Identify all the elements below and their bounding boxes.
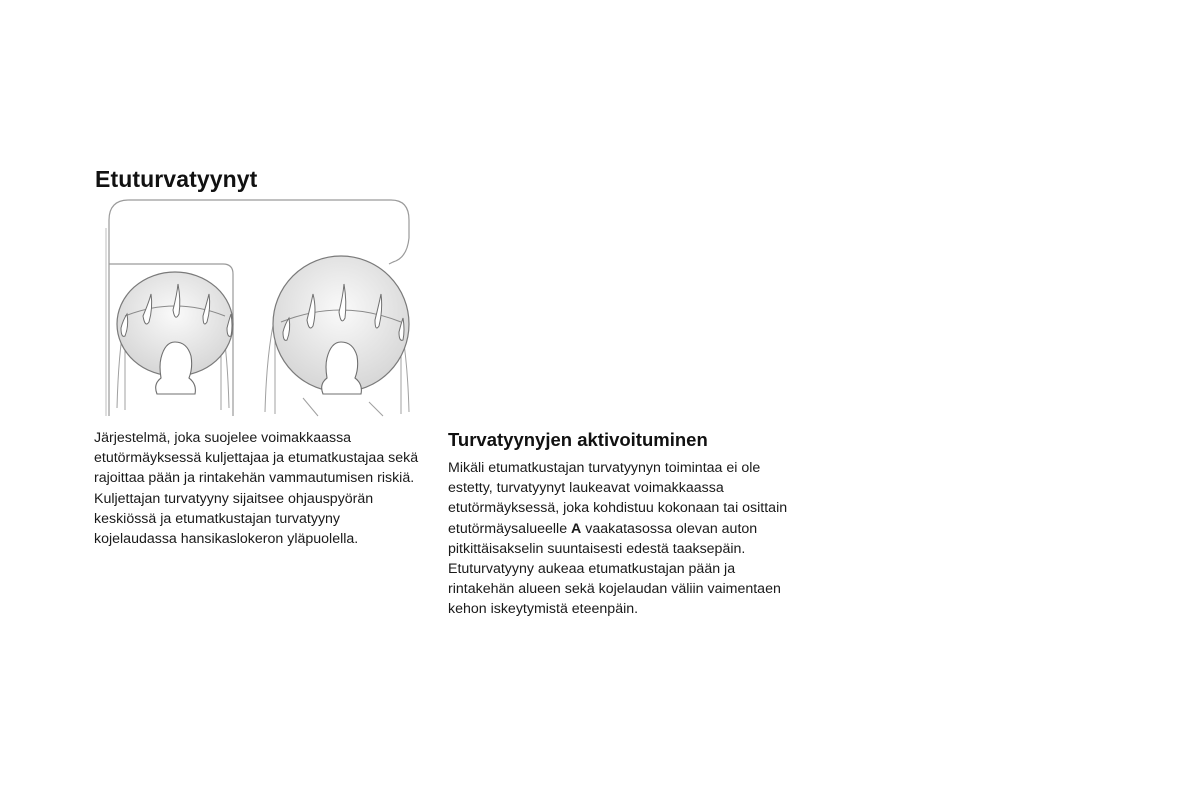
location-paragraph: Kuljettajan turvatyyny sijaitsee ohjauspyörän keskiössä ja etumatkustajan turvatyyny kojelaudassa hansikaslokeron yläpuolella. xyxy=(94,490,374,548)
page-title: Etuturvatyynyt xyxy=(95,166,258,192)
deployment-paragraph: Etuturvatyyny aukeaa etumatkustajan pään ja rintakehän alueen sekä kojelaudan väliin vaimentaen kehon iskeytymistä eteenpäin. xyxy=(448,561,781,618)
activation-text-end: vaakatasossa olevan auton pitkittäisakselin suuntaisesti edestä taaksepäin. xyxy=(448,520,758,557)
activation-paragraph xyxy=(448,458,793,559)
left-column xyxy=(94,428,424,549)
zone-label: A xyxy=(571,520,582,537)
right-column xyxy=(448,428,793,620)
airbag-illustration xyxy=(103,198,413,420)
intro-paragraph: Järjestelmä, joka suojelee voimakkaassa etutörmäyksessä kuljettajaa ja etumatkustajaa sekä rajoittaa pään ja rintakehän vammautumisen riskiä. xyxy=(94,430,419,487)
activation-text-start: Mikäli etumatkustajan turvatyynyn toimintaa ei ole estetty, turvatyynyt laukeavat voimakkaassa etutörmäyksessä, joka kohdistuu kokonaan tai osittain etutörmäysalueelle xyxy=(448,460,788,537)
section-heading: Turvatyynyjen aktivoituminen xyxy=(448,429,708,450)
